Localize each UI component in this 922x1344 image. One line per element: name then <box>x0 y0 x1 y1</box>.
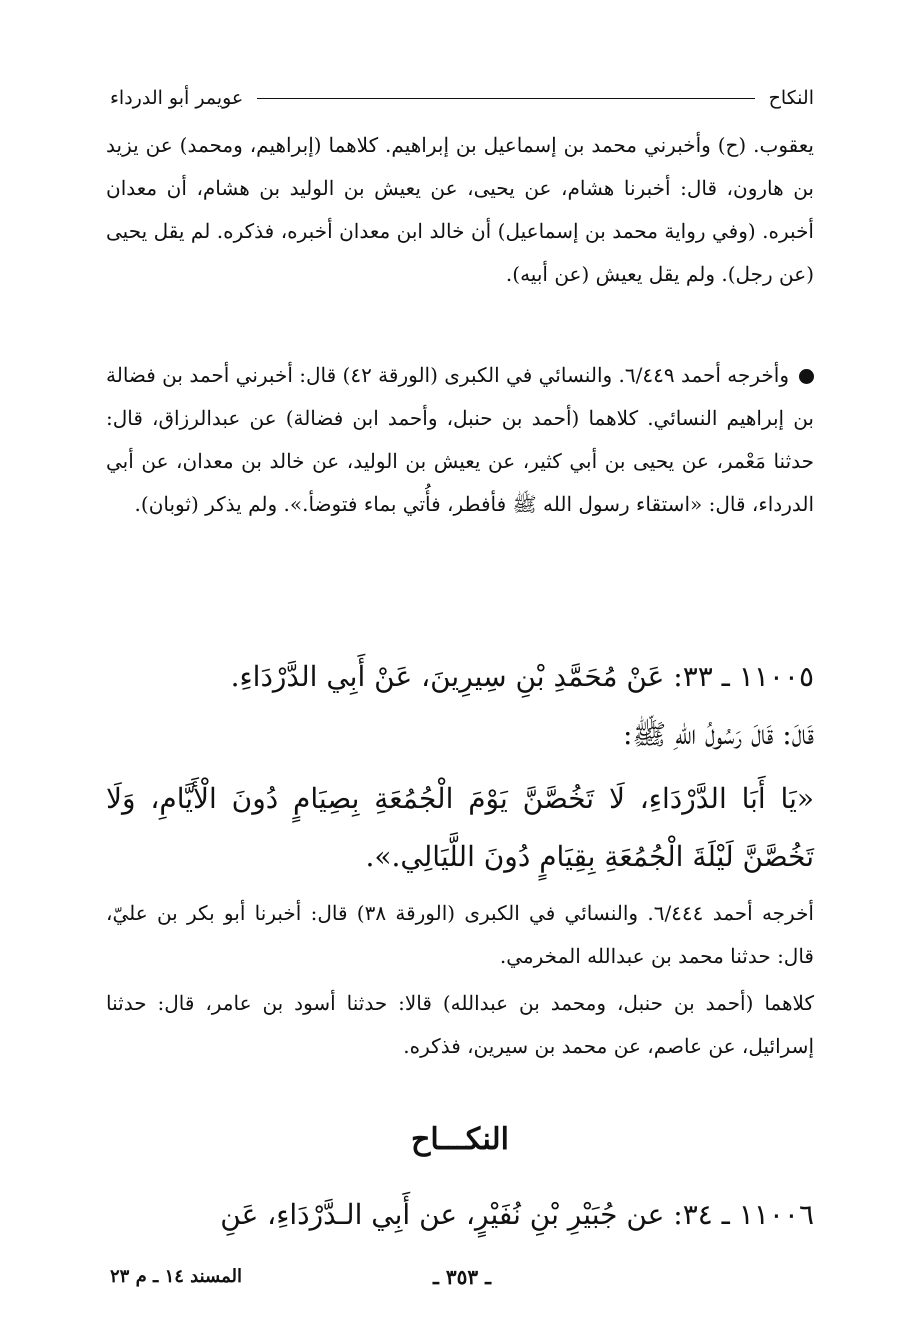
hadith-text: «يَا أَبَا الدَّرْدَاءِ، لَا تَخُصَّنَّ يَوْمَ الْجُمُعَةِ بِصِيَامٍ دُونَ الْأَيَّامِ، وَلَا تَخُصَّنَّ لَيْلَةَ الْجُمُعَةِ بِقِيَامٍ دُونَ اللَّيَالِي.». <box>106 782 814 873</box>
header-narrator: عويمر أبو الدرداء <box>110 87 244 109</box>
takhrij-text <box>106 354 814 526</box>
hadith-34 <box>106 1186 814 1244</box>
page-footer <box>110 1262 814 1292</box>
continuation-paragraph <box>106 124 814 296</box>
header-section: النكاح <box>768 87 814 109</box>
section-title: النكـــاح <box>411 1122 509 1157</box>
header-rule <box>257 98 754 99</box>
hadith-33 <box>106 648 814 886</box>
hadith-heading: ١١٠٠٥ ـ ٣٣: عَنْ مُحَمَّدِ بْنِ سِيرِينَ، عَنْ أَبِي الدَّرْدَاءِ. <box>230 660 814 693</box>
paragraph-text: يعقوب. (ح) وأخبرني محمد بن إسماعيل بن إبراهيم. كلاهما (إبراهيم، ومحمد) عن يزيد بن هارون، قال: أخبرنا هشام، عن يحيى، عن يعيش بن الوليد بن هشام، أن معدان أخبره. (وفي رواية محمد بن إسماعيل) أن خالد ابن معدان أخبره، فذكره. لم يقل يحيى (عن رجل). ولم يقل يعيش (عن أبيه). <box>106 133 814 286</box>
volume-signature: المسند ١٤ ـ م ٢٣ <box>110 1266 243 1287</box>
hadith-heading: ١١٠٠٦ ـ ٣٤: عن جُبَيْرِ بْنِ نُفَيْرٍ، عن أَبِي الـدَّرْدَاءِ، عَنِ <box>220 1198 814 1231</box>
bullet-icon <box>799 369 814 384</box>
hadith-33-takhrij <box>106 892 814 1068</box>
takhrij-b: كلاهما (أحمد بن حنبل، ومحمد بن عبدالله) قالا: حدثنا أسود بن عامر، قال: حدثنا إسرائيل، عن عاصم، عن محمد بن سيرين، فذكره. <box>106 991 814 1058</box>
takhrij-a: أخرجه أحمد ٦/٤٤٤. والنسائي في الكبرى (الورقة ٣٨) قال: أخبرنا أبو بكر بن عليّ، قال: حدثنا محمد بن عبدالله المخرمي. <box>106 901 814 968</box>
page-number: ـ ٣٥٣ ـ <box>433 1265 491 1289</box>
takhrij-paragraph <box>106 354 814 526</box>
takhrij-content: وأخرجه أحمد ٦/٤٤٩. والنسائي في الكبرى (الورقة ٤٢) قال: أخبرني أحمد بن فضالة بن إبراهيم النسائي. كلاهما (أحمد بن حنبل، وأحمد ابن فضالة) عن عبدالرزاق، قال: حدثنا مَعْمر، عن يحيى بن أبي كثير، عن يعيش بن الوليد، عن خالد بن معدان، عن أبي الدرداء، قال: «استقاء رسول الله ﷺ فأفطر، فأُتي بماء فتوضأ.». ولم يذكر (ثوبان). <box>106 363 814 516</box>
hadith-intro: قَالَ: قَالَ رَسُولُ اللهِ ﷺ: <box>622 718 814 751</box>
running-header <box>110 84 814 112</box>
